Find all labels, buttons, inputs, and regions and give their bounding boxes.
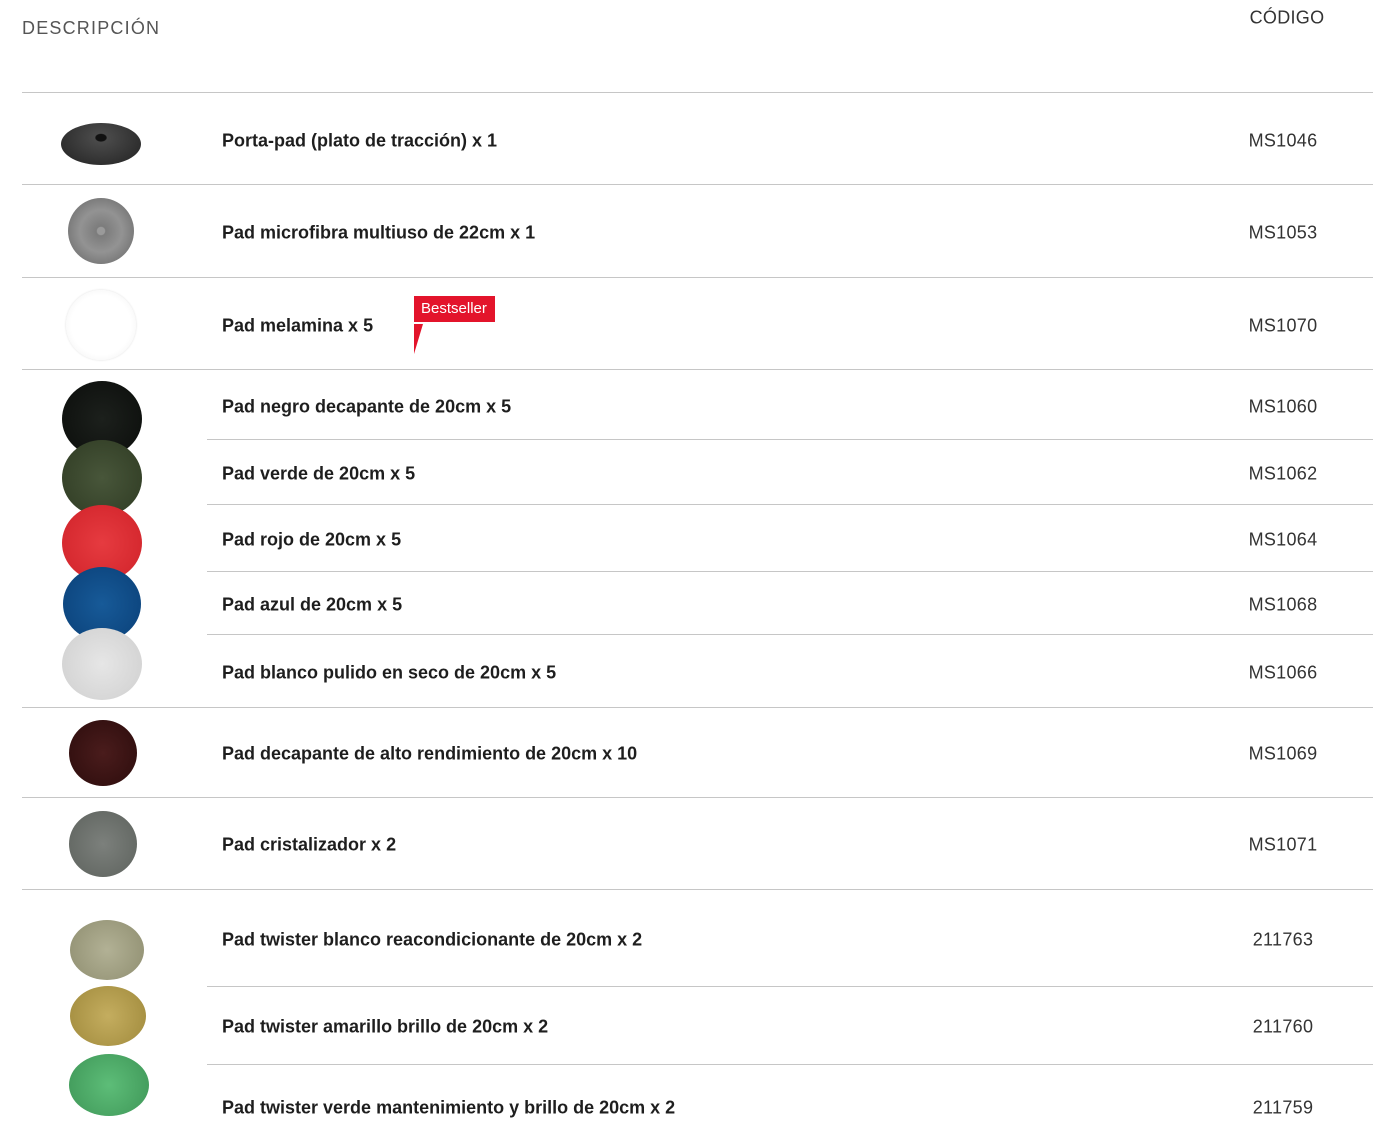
twister-white-pad-image xyxy=(70,920,144,980)
product-code: MS1070 xyxy=(1248,315,1318,336)
row-divider xyxy=(22,277,1373,278)
product-code: MS1060 xyxy=(1248,396,1318,417)
product-code: 211763 xyxy=(1252,929,1314,950)
product-code: MS1069 xyxy=(1248,743,1318,764)
row-divider xyxy=(207,1064,1373,1065)
row-divider xyxy=(207,439,1373,440)
row-divider xyxy=(207,634,1373,635)
description-column-header: DESCRIPCIÓN xyxy=(22,18,161,38)
product-name[interactable]: Pad twister amarillo brillo de 20cm x 2 xyxy=(222,1016,549,1037)
product-code: MS1053 xyxy=(1248,222,1318,243)
product-code: MS1064 xyxy=(1248,529,1318,550)
product-name[interactable]: Pad rojo de 20cm x 5 xyxy=(222,529,402,550)
row-divider xyxy=(207,571,1373,572)
row-divider xyxy=(22,707,1373,708)
crystallizer-pad-image xyxy=(69,811,137,877)
porta-pad-image xyxy=(61,123,141,165)
row-divider xyxy=(22,369,1373,370)
bestseller-badge-tail xyxy=(414,324,423,354)
product-code: MS1046 xyxy=(1248,130,1318,151)
row-divider xyxy=(22,184,1373,185)
product-code: 211759 xyxy=(1252,1097,1314,1118)
product-code: MS1071 xyxy=(1248,834,1318,855)
white-pad-image xyxy=(62,628,142,700)
product-code: 211760 xyxy=(1252,1016,1314,1037)
melamine-pad-image xyxy=(66,290,136,360)
code-column-header: CÓDIGO xyxy=(1249,7,1325,28)
product-code: MS1066 xyxy=(1248,662,1318,683)
row-divider xyxy=(207,504,1373,505)
row-divider xyxy=(22,889,1373,890)
product-name[interactable]: Pad cristalizador x 2 xyxy=(222,834,397,855)
product-name[interactable]: Pad decapante de alto rendimiento de 20cm x 10 xyxy=(222,743,638,764)
product-name[interactable]: Porta-pad (plato de tracción) x 1 xyxy=(222,130,498,151)
product-name[interactable]: Pad azul de 20cm x 5 xyxy=(222,594,403,615)
twister-yellow-pad-image xyxy=(70,986,146,1046)
high-performance-pad-image xyxy=(69,720,137,786)
product-name[interactable]: Pad melamina x 5 xyxy=(222,315,374,336)
row-divider xyxy=(207,986,1373,987)
product-code: MS1068 xyxy=(1248,594,1318,615)
product-name[interactable]: Pad blanco pulido en seco de 20cm x 5 xyxy=(222,662,557,683)
twister-green-pad-image xyxy=(69,1054,149,1116)
bestseller-badge: Bestseller xyxy=(414,296,495,322)
product-name[interactable]: Pad verde de 20cm x 5 xyxy=(222,463,416,484)
product-name[interactable]: Pad negro decapante de 20cm x 5 xyxy=(222,396,512,417)
product-name[interactable]: Pad twister verde mantenimiento y brillo de 20cm x 2 xyxy=(222,1097,676,1118)
row-divider xyxy=(22,797,1373,798)
product-name[interactable]: Pad twister blanco reacondicionante de 20cm x 2 xyxy=(222,929,643,950)
row-divider xyxy=(22,92,1373,93)
product-name[interactable]: Pad microfibra multiuso de 22cm x 1 xyxy=(222,222,536,243)
product-code: MS1062 xyxy=(1248,463,1318,484)
microfiber-pad-image xyxy=(68,198,134,264)
